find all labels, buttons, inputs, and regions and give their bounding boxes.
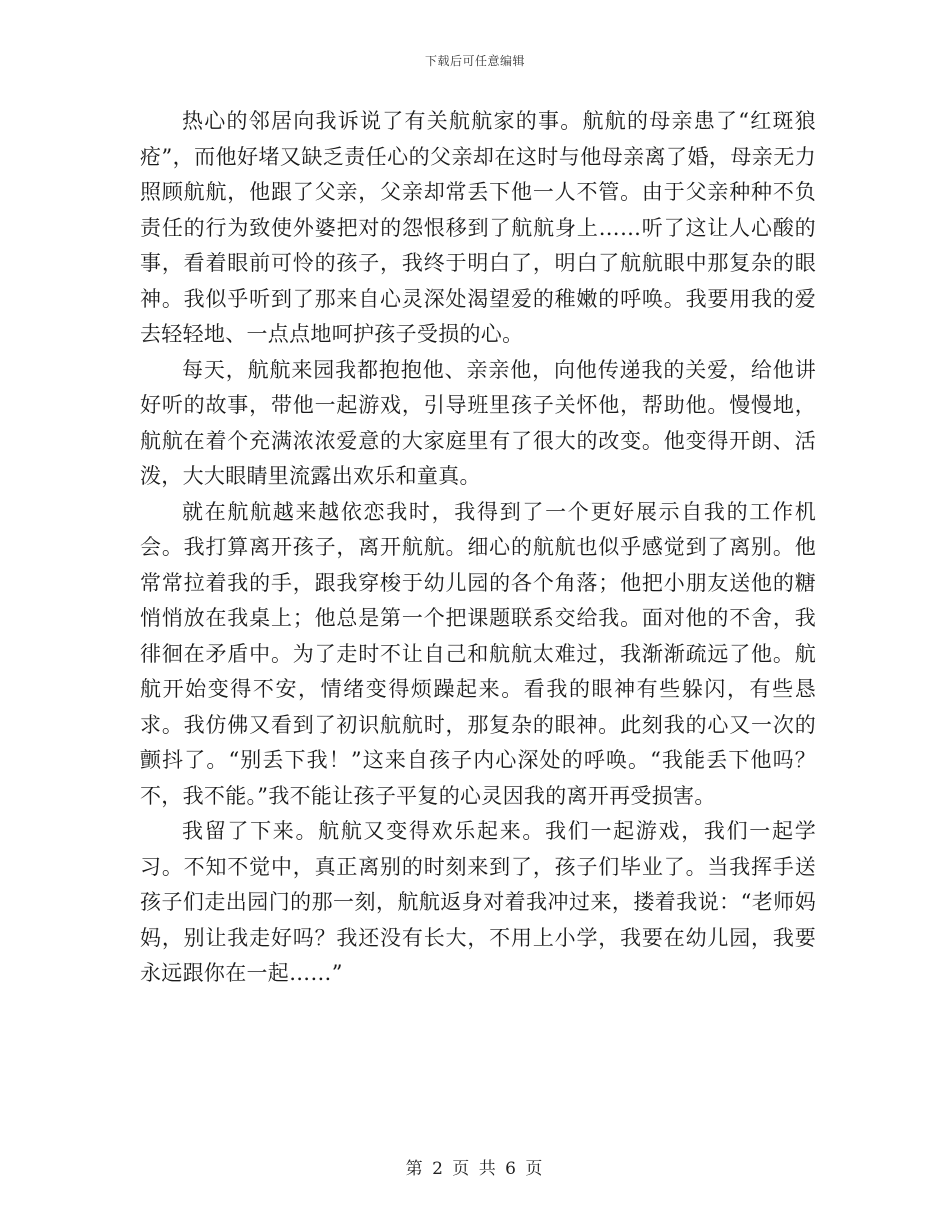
paragraph-1: 热心的邻居向我诉说了有关航航家的事。航航的母亲患了“红斑狼疮”，而他好堵又缺乏责任心的父亲却在这时与他母亲离了婚，母亲无力照顾航航，他跟了父亲，父亲却常丢下他一人不管。由于父亲种种不负责任的行为致使外婆把对的怨恨移到了航航身上……听了这让人心酸的事，看着眼前可怜的孩子，我终于明白了，明白了航航眼中那复杂的眼神。我似乎听到了那来自心灵深处渴望爱的稚嫩的呼唤。我要用我的爱去轻轻地、一点点地呵护孩子受损的心。	[140, 109, 816, 346]
body-text	[140, 104, 816, 992]
paragraph-3: 就在航航越来越依恋我时，我得到了一个更好展示自我的工作机会。我打算离开孩子，离开航航。细心的航航也似乎感觉到了离别。他常常拉着我的手，跟我穿梭于幼儿园的各个角落；他把小朋友送他的糖悄悄放在我桌上；他总是第一个把课题联系交给我。面对他的不舍，我徘徊在矛盾中。为了走时不让自己和航航太难过，我渐渐疏远了他。航航开始变得不安，情绪变得烦躁起来。看我的眼神有些躲闪，有些恳求。我仿佛又看到了初识航航时，那复杂的眼神。此刻我的心又一次的颤抖了。“别丢下我！”这来自孩子内心深处的呼唤。“我能丢下他吗？不，我不能。”我不能让孩子平复的心灵因我的离开再受损害。	[140, 499, 816, 808]
paragraph-4: 我留了下来。航航又变得欢乐起来。我们一起游戏，我们一起学习。不知不觉中，真正离别的时刻来到了，孩子们毕业了。当我挥手送孩子们走出园门的那一刻，航航返身对着我冲过来，搂着我说：“老师妈妈，别让我走好吗？我还没有长大，不用上小学，我要在幼儿园，我要永远跟你在一起……”	[140, 819, 816, 985]
paragraph-2: 每天，航航来园我都抱抱他、亲亲他，向他传递我的关爱，给他讲好听的故事，带他一起游戏，引导班里孩子关怀他，帮助他。慢慢地，航航在着个充满浓浓爱意的大家庭里有了很大的改变。他变得开朗、活泼，大大眼睛里流露出欢乐和童真。	[140, 357, 816, 488]
page-header: 下载后可任意编辑	[424, 54, 525, 68]
page-footer: 第 2 页 共 6 页	[405, 1159, 545, 1179]
